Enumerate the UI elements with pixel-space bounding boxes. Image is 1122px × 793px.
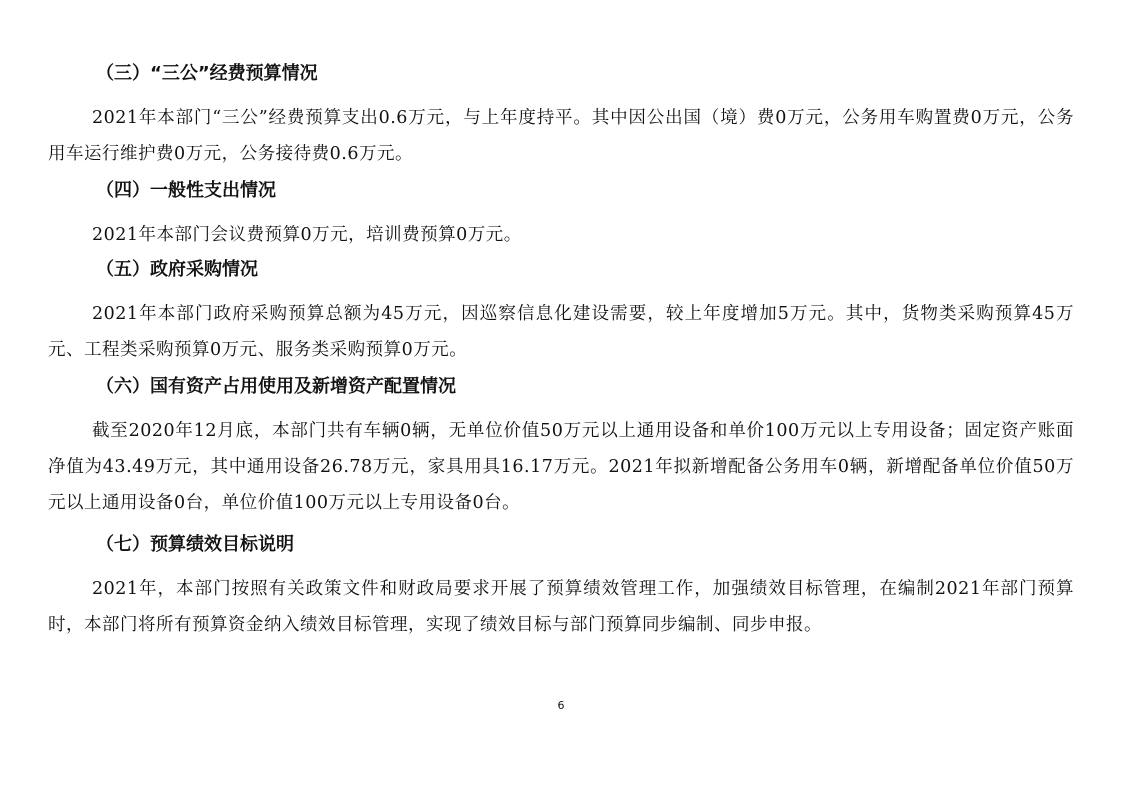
section-heading: （七）预算绩效目标说明 xyxy=(96,534,294,555)
section-heading: （四）一般性支出情况 xyxy=(96,180,276,201)
section-paragraph: 2021年，本部门按照有关政策文件和财政局要求开展了预算绩效管理工作，加强绩效目标管理，在编制2021年部门预算时，本部门将所有预算资金纳入绩效目标管理，实现了绩效目标与部门预算同步编制、同步申报。 xyxy=(48,579,1074,635)
section-heading: （六）国有资产占用使用及新增资产配置情况 xyxy=(96,376,456,397)
page-number: 6 xyxy=(557,699,565,712)
section-performance-targets xyxy=(48,533,1074,643)
section-general-expenses xyxy=(48,179,1074,253)
section-paragraph: 2021年本部门政府采购预算总额为45万元，因巡察信息化建设需要，较上年度增加5万元。其中，货物类采购预算45万元、工程类采购预算0万元、服务类采购预算0万元。 xyxy=(48,304,1074,360)
section-government-procurement xyxy=(48,258,1074,368)
section-state-assets xyxy=(48,375,1074,521)
section-heading: （三）“三公”经费预算情况 xyxy=(96,63,318,84)
section-paragraph: 2021年本部门会议费预算0万元，培训费预算0万元。 xyxy=(92,225,522,245)
section-heading: （五）政府采购情况 xyxy=(96,259,258,280)
section-paragraph: 截至2020年12月底，本部门共有车辆0辆，无单位价值50万元以上通用设备和单价100万元以上专用设备；固定资产账面净值为43.49万元，其中通用设备26.78万元，家具用具16.17万元。2021年拟新增配备公务用车0辆，新增配备单位价值50万元以上通用设备0台，单位价值100万元以上专用设备0台。 xyxy=(48,421,1074,513)
section-three-public-expenses xyxy=(48,62,1074,172)
section-paragraph: 2021年本部门“三公”经费预算支出0.6万元，与上年度持平。其中因公出国（境）费0万元，公务用车购置费0万元，公务用车运行维护费0万元，公务接待费0.6万元。 xyxy=(48,108,1074,164)
